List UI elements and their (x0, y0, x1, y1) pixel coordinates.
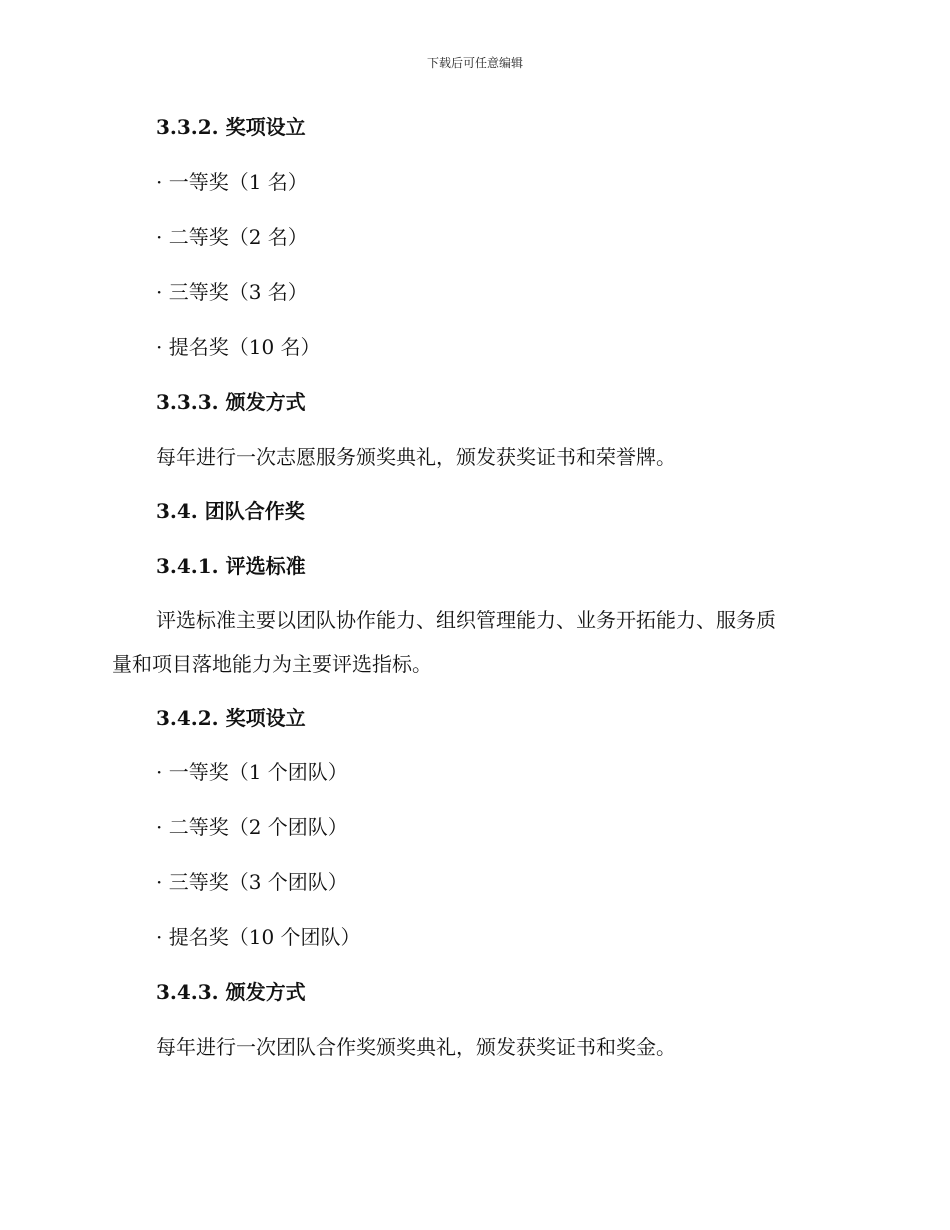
page-header: 下载后可任意编辑 (426, 56, 523, 70)
list-item: · 提名奖（10 个团队） (156, 925, 361, 949)
list-item: · 一等奖（1 个团队） (156, 760, 348, 784)
list-item: · 一等奖（1 名） (156, 170, 308, 194)
paragraph-line-2: 量和项目落地能力为主要评选指标。 (112, 652, 432, 676)
heading-3-3-2: 3.3.2. 奖项设立 (156, 115, 306, 139)
list-item: · 三等奖（3 个团队） (156, 870, 348, 894)
paragraph-line-1: 评选标准主要以团队协作能力、组织管理能力、业务开拓能力、服务质 (156, 608, 776, 632)
heading-3-4-2: 3.4.2. 奖项设立 (156, 706, 306, 730)
list-item: · 二等奖（2 个团队） (156, 815, 348, 839)
paragraph: 每年进行一次团队合作奖颁奖典礼，颁发获奖证书和奖金。 (156, 1035, 676, 1059)
heading-3-3-3: 3.3.3. 颁发方式 (156, 390, 306, 414)
paragraph: 每年进行一次志愿服务颁奖典礼，颁发获奖证书和荣誉牌。 (156, 445, 676, 469)
list-item: · 提名奖（10 名） (156, 335, 321, 359)
heading-3-4-3: 3.4.3. 颁发方式 (156, 980, 306, 1004)
list-item: · 三等奖（3 名） (156, 280, 308, 304)
heading-3-4: 3.4. 团队合作奖 (156, 499, 305, 523)
heading-3-4-1: 3.4.1. 评选标准 (156, 554, 306, 578)
list-item: · 二等奖（2 名） (156, 225, 308, 249)
